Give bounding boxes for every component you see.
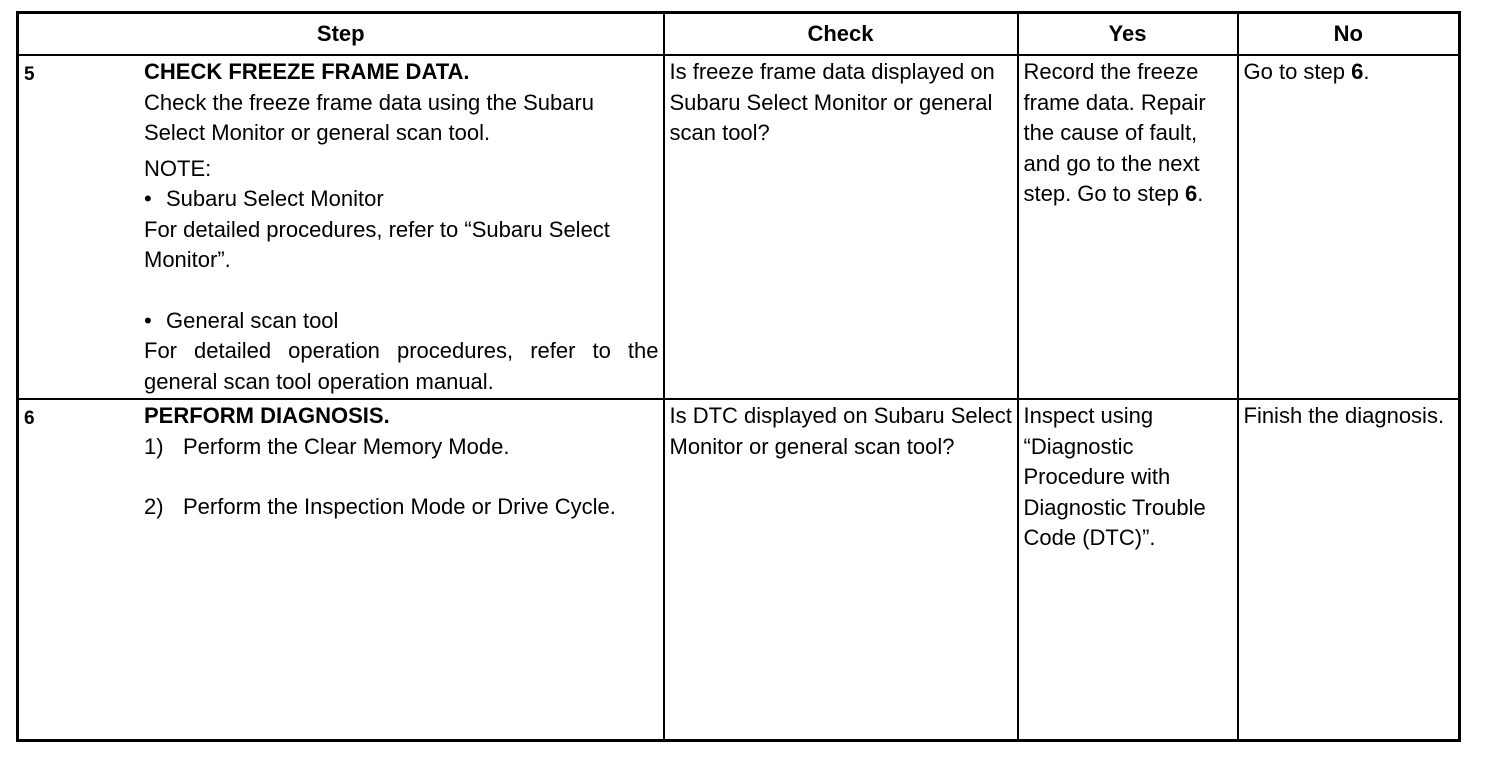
check-text: Is DTC displayed on Subaru Select Monitor or general scan tool? [669,403,1012,459]
table-header-row [18,13,1460,56]
bullet-icon: • [144,307,152,333]
note-label: NOTE: [144,155,212,181]
procedure-text: Perform the Clear Memory Mode. [183,433,510,459]
procedure-text: Perform the Inspection Mode or Drive Cycle. [183,494,616,519]
step-cell [18,55,664,399]
no-text: Finish the diagnosis. [1243,403,1445,428]
step-body [19,56,663,397]
procedure-marker: 2) [144,494,164,519]
bullet-heading: Subaru Select Monitor [166,186,384,211]
step-number: 6 [24,408,35,429]
check-text: Is freeze frame data displayed on Subaru Select Monitor or general scan tool? [669,59,995,145]
note-bullet-item [144,306,659,337]
diagnostic-procedure-table [16,11,1461,742]
step-title: PERFORM DIAGNOSIS. [144,403,390,428]
procedure-item [144,432,659,463]
bullet-icon: • [144,186,152,211]
no-cell [1238,55,1460,399]
yes-instruction: Record the freeze frame data. Repair the cause of fault, and go to the next step. Go to step [1023,59,1206,206]
no-text [1239,56,1459,88]
step-reference: 6 [1351,59,1364,84]
step-intro: Check the freeze frame data using the Subaru Select Monitor or general scan tool. [144,89,595,145]
note-bullet-item [144,184,659,215]
spacer [144,462,659,492]
step-body [19,400,663,523]
bullet-detail: For detailed operation procedures, refer to the general scan tool operation manual. [144,338,659,394]
bullet-heading: General scan tool [166,307,339,333]
bullet-detail: For detailed procedures, refer to “Subaru Select Monitor”. [144,216,610,272]
check-cell [664,399,1018,741]
yes-cell [1018,55,1238,399]
table-row-step-5 [18,55,1460,399]
column-header-check: Check [664,13,1018,56]
step-number: 5 [24,64,35,85]
procedure-marker: 1) [144,433,164,459]
no-suffix: . [1363,59,1370,84]
yes-text [1019,56,1237,210]
column-header-step: Step [18,13,664,56]
step-cell [18,399,664,741]
step-title: CHECK FREEZE FRAME DATA. [144,59,470,84]
no-instruction: Go to step [1243,59,1352,84]
spacer [144,276,659,306]
yes-suffix: . [1197,181,1204,206]
column-header-yes: Yes [1018,13,1238,56]
column-header-no: No [1238,13,1460,56]
procedure-item [144,492,659,523]
table-row-step-6 [18,399,1460,741]
yes-cell [1018,399,1238,741]
no-cell [1238,399,1460,741]
check-cell [664,55,1018,399]
yes-text: Inspect using “Diagnostic Procedure with Diagnostic Trouble Code (DTC)”. [1023,403,1206,550]
step-reference: 6 [1184,181,1198,206]
